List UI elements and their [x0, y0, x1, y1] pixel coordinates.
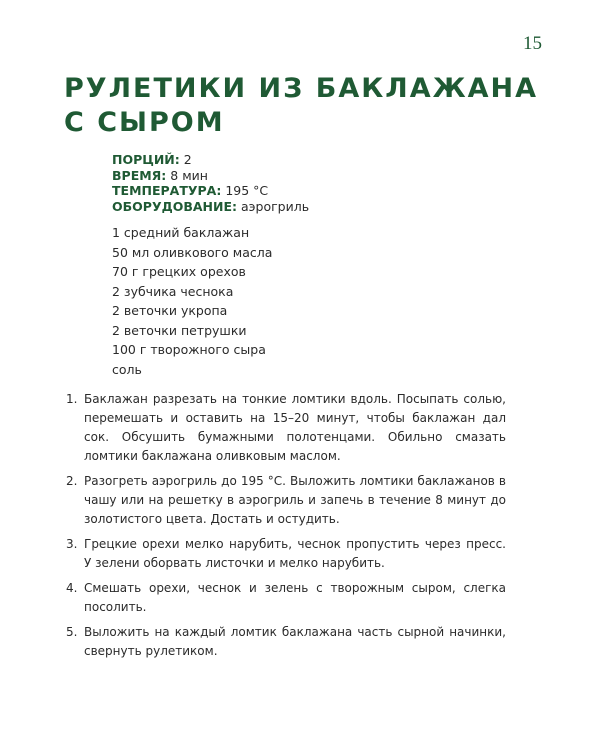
- recipe-title-line-2: С СЫРОМ: [64, 107, 225, 138]
- step-text: Грецкие орехи мелко нарубить, чеснок пропустить через пресс. У зелени оборвать листочки и мелко нарубить.: [84, 537, 506, 570]
- step-number: 4.: [66, 581, 78, 595]
- meta-temperature-value: 195 °C: [225, 183, 269, 198]
- ingredient-item: 1 средний баклажан: [112, 225, 250, 240]
- meta-time-value: 8 мин: [170, 167, 208, 183]
- page-number: 15: [523, 33, 542, 54]
- ingredient-item: 50 мл оливкового масла: [112, 244, 273, 260]
- meta-equipment-value: аэрогриль: [240, 198, 310, 214]
- meta-time: [112, 168, 309, 184]
- recipe-meta: [112, 152, 309, 214]
- ingredient-item: соль: [112, 361, 142, 377]
- step-number: 5.: [66, 625, 78, 639]
- step-text: Выложить на каждый ломтик баклажана часть сырной начинки, свернуть рулетиком.: [84, 625, 506, 658]
- ingredient-item: 2 веточки петрушки: [112, 322, 247, 338]
- ingredients-list: [112, 223, 272, 379]
- steps-list: [66, 390, 506, 667]
- step-text: Баклажан разрезать на тонкие ломтики вдоль. Посыпать солью, перемешать и оставить на 15–20 минут, чтобы баклажан дал сок. Обсушить бумажными полотенцами. Обильно смазать ломтики баклажана оливковым маслом.: [84, 392, 506, 463]
- step-text: Смешать орехи, чеснок и зелень с творожным сыром, слегка посолить.: [84, 581, 506, 614]
- step-item: [66, 390, 506, 466]
- meta-servings: [112, 152, 309, 168]
- recipe-title: [64, 72, 538, 140]
- step-number: 1.: [66, 392, 78, 406]
- step-number: 2.: [66, 474, 78, 488]
- recipe-title-line-1: РУЛЕТИКИ ИЗ БАКЛАЖАНА: [64, 73, 539, 104]
- meta-temperature: [112, 183, 309, 199]
- step-number: 3.: [66, 537, 78, 551]
- step-item: [66, 623, 506, 661]
- ingredient-item: 2 зубчика чеснока: [112, 283, 234, 299]
- ingredient-item: 2 веточки укропа: [112, 303, 228, 318]
- step-item: [66, 472, 506, 529]
- meta-time-label: ВРЕМЯ:: [112, 167, 167, 183]
- step-item: [66, 535, 506, 573]
- ingredient-item: 70 г грецких орехов: [112, 264, 246, 279]
- step-text: Разогреть аэрогриль до 195 °C. Выложить ломтики баклажанов в чашу или на решетку в аэрогриль и запечь в течение 8 минут до золотистого цвета. Достать и остудить.: [84, 474, 506, 526]
- meta-equipment-label: ОБОРУДОВАНИЕ:: [112, 198, 237, 214]
- meta-equipment: [112, 199, 309, 215]
- meta-servings-value: 2: [183, 152, 192, 167]
- step-item: [66, 579, 506, 617]
- meta-temperature-label: ТЕМПЕРАТУРА:: [112, 183, 222, 198]
- meta-servings-label: ПОРЦИЙ:: [112, 152, 180, 167]
- ingredient-item: 100 г творожного сыра: [112, 342, 266, 357]
